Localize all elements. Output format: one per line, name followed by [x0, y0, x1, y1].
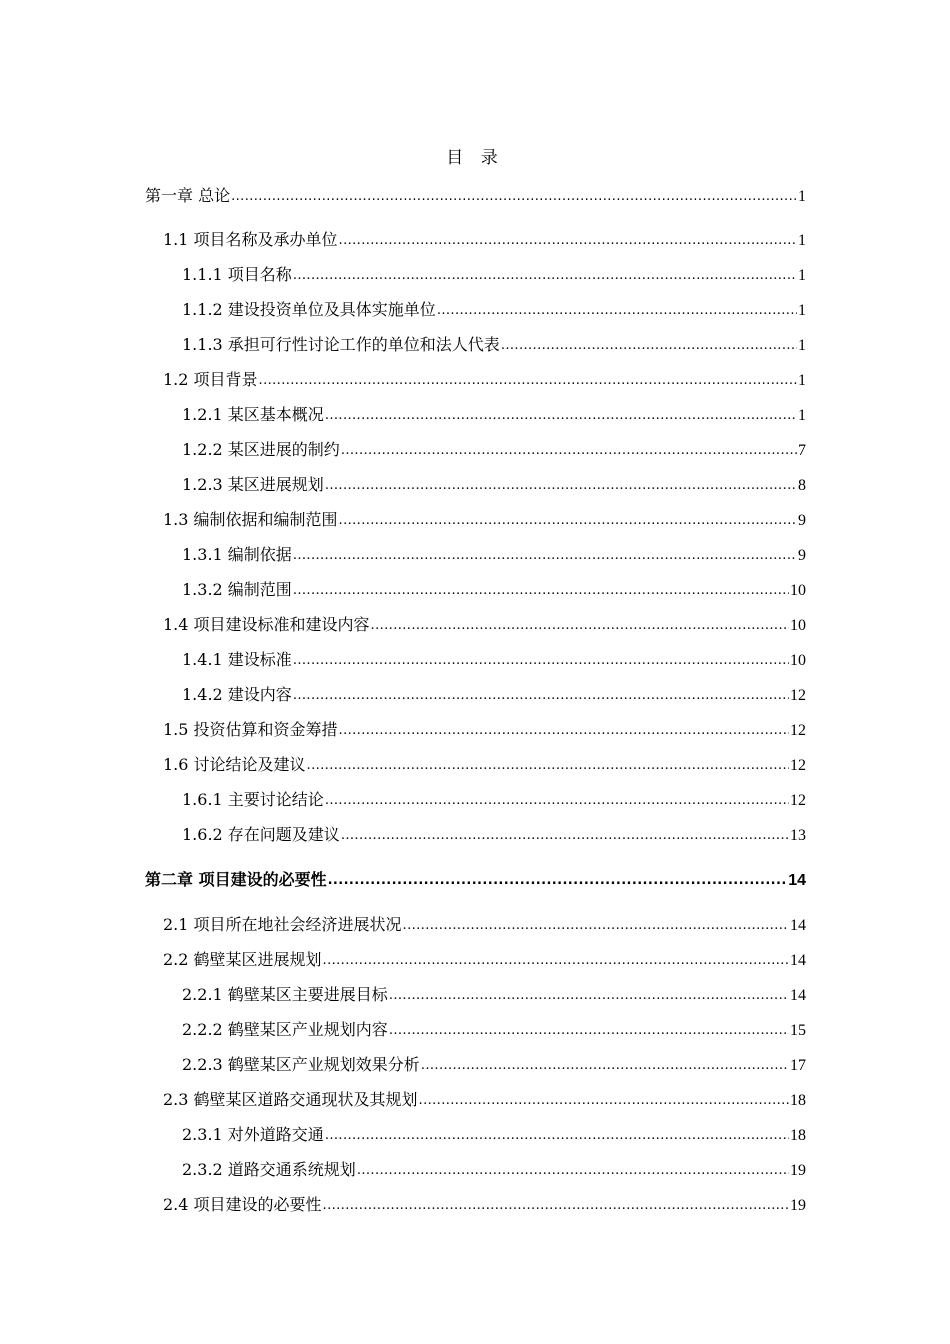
toc-entry-label: 2.4 项目建设的必要性 — [163, 1195, 322, 1214]
toc-page-number: 10 — [790, 617, 806, 634]
toc-page-number: 9 — [798, 512, 806, 529]
toc-entry-label: 1.3 编制依据和编制范围 — [163, 510, 338, 529]
toc-entry-label: 1.4 项目建设标准和建设内容 — [163, 615, 370, 634]
dot-leader — [339, 507, 797, 533]
toc-entry[interactable] — [163, 613, 806, 637]
toc-page-number: 1 — [798, 267, 806, 284]
toc-entry-label: 2.3.2 道路交通系统规划 — [182, 1160, 356, 1179]
toc-chapter-entry[interactable] — [145, 184, 806, 208]
toc-entry-label: 1.6.1 主要讨论结论 — [182, 790, 324, 809]
toc-entry[interactable] — [163, 508, 806, 532]
dot-leader — [293, 682, 789, 708]
dot-leader — [339, 717, 789, 743]
toc-entry[interactable] — [182, 403, 806, 427]
toc-page-number: 12 — [790, 792, 806, 809]
toc-entry[interactable] — [163, 948, 806, 972]
toc-entry[interactable] — [182, 823, 806, 847]
toc-page-number: 18 — [790, 1127, 806, 1144]
dot-leader — [325, 472, 797, 498]
toc-page-number: 1 — [798, 232, 806, 249]
toc-entry[interactable] — [163, 753, 806, 777]
dot-leader — [339, 227, 797, 253]
dot-leader — [341, 822, 789, 848]
toc-page-number: 12 — [790, 722, 806, 739]
toc-page-number: 14 — [790, 987, 806, 1004]
toc-page-number: 8 — [798, 477, 806, 494]
dot-leader — [325, 1122, 789, 1148]
toc-entry[interactable] — [182, 543, 806, 567]
toc-page-number: 18 — [790, 1092, 806, 1109]
toc-entry-label: 第二章 项目建设的必要性 — [145, 870, 327, 889]
dot-leader — [293, 577, 789, 603]
toc-page-number: 1 — [798, 302, 806, 319]
dot-leader — [437, 297, 797, 323]
dot-leader — [403, 912, 789, 938]
toc-page-number: 1 — [798, 407, 806, 424]
dot-leader — [325, 787, 789, 813]
dot-leader — [389, 982, 789, 1008]
toc-entry-label: 1.2.2 某区进展的制约 — [182, 440, 340, 459]
dot-leader — [371, 612, 789, 638]
toc-entry[interactable] — [182, 683, 806, 707]
toc-page-number: 15 — [790, 1022, 806, 1039]
toc-page-number: 14 — [788, 872, 806, 889]
dot-leader — [325, 402, 797, 428]
dot-leader — [293, 542, 797, 568]
toc-entry-label: 1.2 项目背景 — [163, 370, 258, 389]
dot-leader — [419, 1087, 789, 1113]
toc-entry[interactable] — [182, 298, 806, 322]
toc-entry-label: 1.1.2 建设投资单位及具体实施单位 — [182, 300, 436, 319]
dot-leader — [341, 437, 797, 463]
toc-page-number: 14 — [790, 917, 806, 934]
toc-entry[interactable] — [163, 718, 806, 742]
toc-entry[interactable] — [182, 438, 806, 462]
toc-page-number: 1 — [798, 188, 806, 205]
dot-leader — [323, 947, 789, 973]
toc-entry-label: 1.2.3 某区进展规划 — [182, 475, 324, 494]
toc-entry-label: 2.2 鹤壁某区进展规划 — [163, 950, 322, 969]
toc-page-number: 1 — [798, 337, 806, 354]
toc-entry[interactable] — [163, 228, 806, 252]
toc-entry-label: 1.4.1 建设标准 — [182, 650, 292, 669]
toc-entry-label: 1.1.1 项目名称 — [182, 265, 292, 284]
toc-entry-label: 1.3.2 编制范围 — [182, 580, 292, 599]
toc-entry[interactable] — [182, 1053, 806, 1077]
toc-entry[interactable] — [163, 1088, 806, 1112]
toc-page-number: 1 — [798, 372, 806, 389]
toc-entry[interactable] — [163, 1193, 806, 1217]
toc-entry-label: 2.3 鹤壁某区道路交通现状及其规划 — [163, 1090, 418, 1109]
toc-entry-label: 2.2.1 鹤壁某区主要进展目标 — [182, 985, 388, 1004]
toc-page-number: 14 — [790, 952, 806, 969]
toc-page-number: 13 — [790, 827, 806, 844]
toc-page-number: 7 — [798, 442, 806, 459]
dot-leader — [357, 1157, 789, 1183]
toc-entry[interactable] — [182, 983, 806, 1007]
toc-entry-label: 2.2.2 鹤壁某区产业规划内容 — [182, 1020, 388, 1039]
toc-entry[interactable] — [182, 1123, 806, 1147]
toc-entry-label: 1.3.1 编制依据 — [182, 545, 292, 564]
dot-leader — [293, 262, 797, 288]
toc-entry[interactable] — [182, 473, 806, 497]
toc-page-number: 12 — [790, 687, 806, 704]
toc-page-number: 19 — [790, 1197, 806, 1214]
dot-leader — [323, 1192, 789, 1218]
dot-leader — [307, 752, 789, 778]
toc-entry[interactable] — [163, 913, 806, 937]
toc-entry-label: 2.3.1 对外道路交通 — [182, 1125, 324, 1144]
toc-entry-label: 1.5 投资估算和资金筹措 — [163, 720, 338, 739]
dot-leader — [389, 1017, 789, 1043]
dot-leader — [259, 367, 797, 393]
dot-leader — [328, 867, 788, 893]
dot-leader — [231, 183, 797, 209]
toc-entry-label: 1.6 讨论结论及建议 — [163, 755, 306, 774]
toc-page-number: 10 — [790, 652, 806, 669]
toc-entry[interactable] — [182, 263, 806, 287]
toc-entry-label: 1.4.2 建设内容 — [182, 685, 292, 704]
toc-entry[interactable] — [182, 648, 806, 672]
dot-leader — [421, 1052, 789, 1078]
toc-entry-label: 1.1 项目名称及承办单位 — [163, 230, 338, 249]
toc-entry-label: 1.1.3 承担可行性讨论工作的单位和法人代表 — [182, 335, 500, 354]
toc-entry-label: 2.2.3 鹤壁某区产业规划效果分析 — [182, 1055, 420, 1074]
dot-leader — [293, 647, 789, 673]
toc-page-number: 17 — [790, 1057, 806, 1074]
toc-entry[interactable] — [163, 368, 806, 392]
toc-page-number: 9 — [798, 547, 806, 564]
toc-entry[interactable] — [182, 1018, 806, 1042]
toc-chapter-entry[interactable] — [145, 868, 806, 892]
toc-entry-label: 1.2.1 某区基本概况 — [182, 405, 324, 424]
toc-page-number: 19 — [790, 1162, 806, 1179]
toc-entry[interactable] — [182, 788, 806, 812]
dot-leader — [501, 332, 797, 358]
toc-entry-label: 第一章 总论 — [145, 186, 231, 205]
toc-title: 目 录 — [446, 148, 504, 168]
toc-entry-label: 1.6.2 存在问题及建议 — [182, 825, 340, 844]
toc-entry-label: 2.1 项目所在地社会经济进展状况 — [163, 915, 402, 934]
toc-page-number: 12 — [790, 757, 806, 774]
toc-entry[interactable] — [182, 333, 806, 357]
toc-entry[interactable] — [182, 1158, 806, 1182]
toc-page-number: 10 — [790, 582, 806, 599]
toc-entry[interactable] — [182, 578, 806, 602]
